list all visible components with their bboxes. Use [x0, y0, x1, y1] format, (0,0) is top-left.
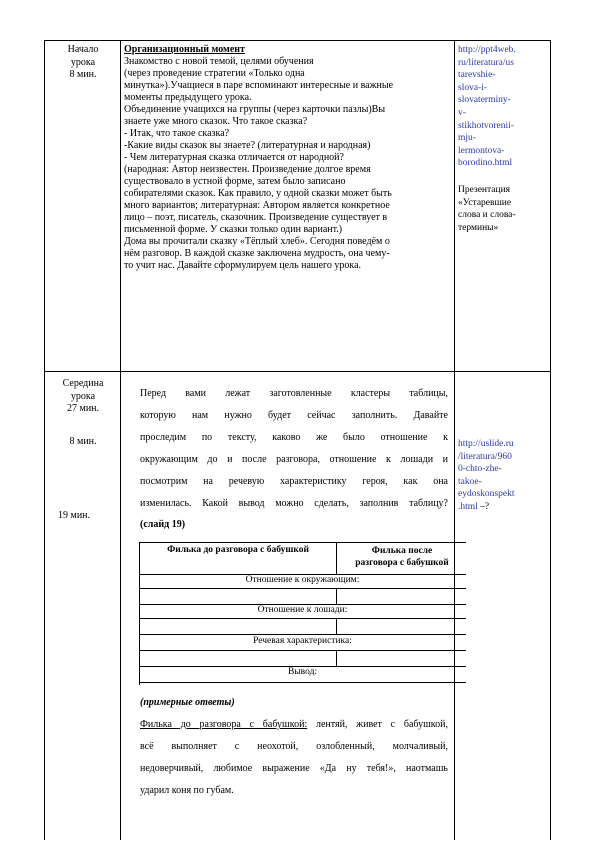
stage-begin: [46, 44, 120, 82]
table-divider-col2: [454, 40, 455, 840]
text-line: окружающим до и после разговора, отношение к лошади и: [140, 454, 448, 465]
presentation-note: термины»: [458, 222, 499, 233]
row-conclusion: Вывод:: [287, 667, 318, 677]
inner-line: [139, 588, 466, 589]
link-line: 0-chto-zhe-: [458, 464, 502, 475]
stage-line: Середина: [62, 378, 104, 389]
link-line: tarevshie-: [458, 70, 496, 81]
inner-divider: [336, 650, 337, 666]
text-line: письменной форме. У сказки только один вариант.): [124, 224, 343, 235]
link-line: borodino.html: [458, 158, 513, 169]
table-row-divider: [44, 371, 551, 372]
text-line: ударил коня по губам.: [140, 785, 234, 796]
link-line: mju-: [458, 133, 476, 144]
text-line: проследим по тексту, каково же было отношение к: [140, 432, 448, 443]
section-title: Организационный момент: [124, 44, 245, 55]
link-line: lermontova-: [458, 145, 505, 156]
link-line: stikhotvorenii-: [458, 120, 514, 131]
text-line: Знакомство с новой темой, целями обучения: [124, 56, 314, 67]
text-line: изменилась. Какой вывод можно сделать, заполнив таблицу?: [140, 498, 448, 509]
text-line: то учит нас. Давайте сформулируем цель нашего урока.: [124, 260, 362, 271]
stage-line: 27 мин.: [66, 403, 100, 414]
text-line: моменты предыдущего урока.: [124, 92, 252, 103]
text-line: посмотрим на речевую характеристику героя, как она: [140, 476, 448, 487]
resources-block-1: [458, 44, 548, 234]
text-line: (народная: Автор неизвестен. Произведение долгое время: [124, 164, 371, 175]
inner-top-border: [139, 542, 466, 543]
link-line: ru/literatura/us: [458, 57, 514, 68]
answer-first-line: [140, 714, 448, 736]
text-line: Дома вы прочитали сказку «Тёплый хлеб». Сегодня поведём о: [124, 236, 390, 247]
table-divider-col1: [120, 40, 121, 840]
comparison-table: [139, 542, 466, 685]
presentation-note: «Устаревшие: [458, 197, 512, 208]
header-before: Филька до разговора с бабушкой: [167, 545, 309, 555]
inner-line: [139, 650, 466, 651]
resource-link-ppt4web[interactable]: [458, 44, 548, 170]
link-line: slova-i-: [458, 82, 488, 93]
row-speech: Речевая характеристика:: [253, 636, 352, 646]
header-line: Филька после: [371, 546, 433, 556]
inner-divider: [336, 618, 337, 634]
text-line: -Какие виды сказок вы знаете? (литературная и народная): [124, 140, 371, 151]
slide-reference: (слайд 19): [140, 519, 186, 530]
link-line: slovaterminy-: [458, 95, 511, 106]
table-border-top: [44, 40, 551, 41]
stage-line: урока: [70, 390, 96, 402]
inner-bottom-border: [139, 682, 466, 683]
row-attitude-people: Отношение к окружающим:: [245, 575, 360, 585]
link-line: .html: [458, 501, 478, 512]
resource-link-uslide[interactable]: [458, 438, 548, 514]
header-line: разговора с бабушкой: [355, 558, 449, 568]
answer-heading: Филька до разговора с бабушкой:: [140, 719, 308, 730]
text-line: много вариантов; литературная: Автором является конкретное: [124, 200, 390, 211]
answer-block: [140, 714, 448, 802]
text-line: минутка»).Учащиеся в паре вспоминают интересные и важные: [124, 80, 394, 91]
table-border-right: [550, 40, 551, 840]
text-line: (через проведение стратегии «Только одна: [124, 68, 305, 79]
row-attitude-horse: Отношение к лошади:: [257, 605, 348, 615]
approx-answers-label: (примерные ответы): [140, 697, 235, 708]
text-line: - Итак, что такое сказка?: [124, 128, 230, 139]
link-line: v-: [458, 107, 466, 118]
time-8-min: 8 мин.: [69, 436, 97, 447]
text-line: Перед вами лежат заготовленные кластеры таблицы,: [140, 388, 448, 399]
link-line: eydoskonspekt: [458, 489, 515, 500]
time-19-min: 19 мин.: [57, 510, 91, 521]
text-line: недоверчивый, любимое выражение «Да ну тебя!», наотмашь: [140, 763, 448, 774]
text-line: лицо – поэт, писатель, сказочник. Произведение существует в: [124, 212, 388, 223]
text-line: - Чем литературная сказка отличается от народной?: [124, 152, 344, 163]
inner-line: [139, 634, 466, 635]
task-paragraph: [140, 383, 448, 515]
text-line: Объединение учащихся на группы (через карточки пазлы)Вы: [124, 104, 386, 115]
stage-line: урока: [70, 56, 96, 68]
stage-line: 8 мин.: [69, 69, 97, 80]
stage-line: Начало: [67, 44, 99, 55]
text-line: всё выполняет с неохотой, озлобленный, молчаливый,: [140, 741, 448, 752]
table-border-left: [44, 40, 45, 840]
text-line: существовало в устной форме, затем было записано: [124, 176, 346, 187]
header-after: [337, 545, 467, 569]
link-suffix: –?: [477, 501, 490, 512]
inner-line: [139, 618, 466, 619]
text-line: нём разговор. В каждой сказке заключена мудрость, она чему-: [124, 248, 390, 259]
text-line: собирателями сказок. Как правило, у одной сказки может быть: [124, 188, 392, 199]
text-line: знаете уже много сказок. Что такое сказка?: [124, 116, 308, 127]
link-line: http://uslide.ru: [458, 439, 514, 449]
link-line: takoe-: [458, 476, 482, 487]
link-line: /literatura/960: [458, 451, 512, 462]
presentation-note: слова и слова-: [458, 210, 516, 221]
answer-text: лентяй, живет с бабушкой,: [307, 719, 448, 730]
text-line: которую нам нужно будет сейчас заполнить. Давайте: [140, 410, 448, 421]
org-moment-block: [124, 44, 452, 272]
link-line: http://ppt4web.: [458, 45, 516, 55]
resources-block-2: [458, 438, 548, 514]
presentation-note: Презентация: [458, 184, 511, 195]
stage-middle: [46, 378, 120, 416]
inner-divider: [336, 588, 337, 604]
